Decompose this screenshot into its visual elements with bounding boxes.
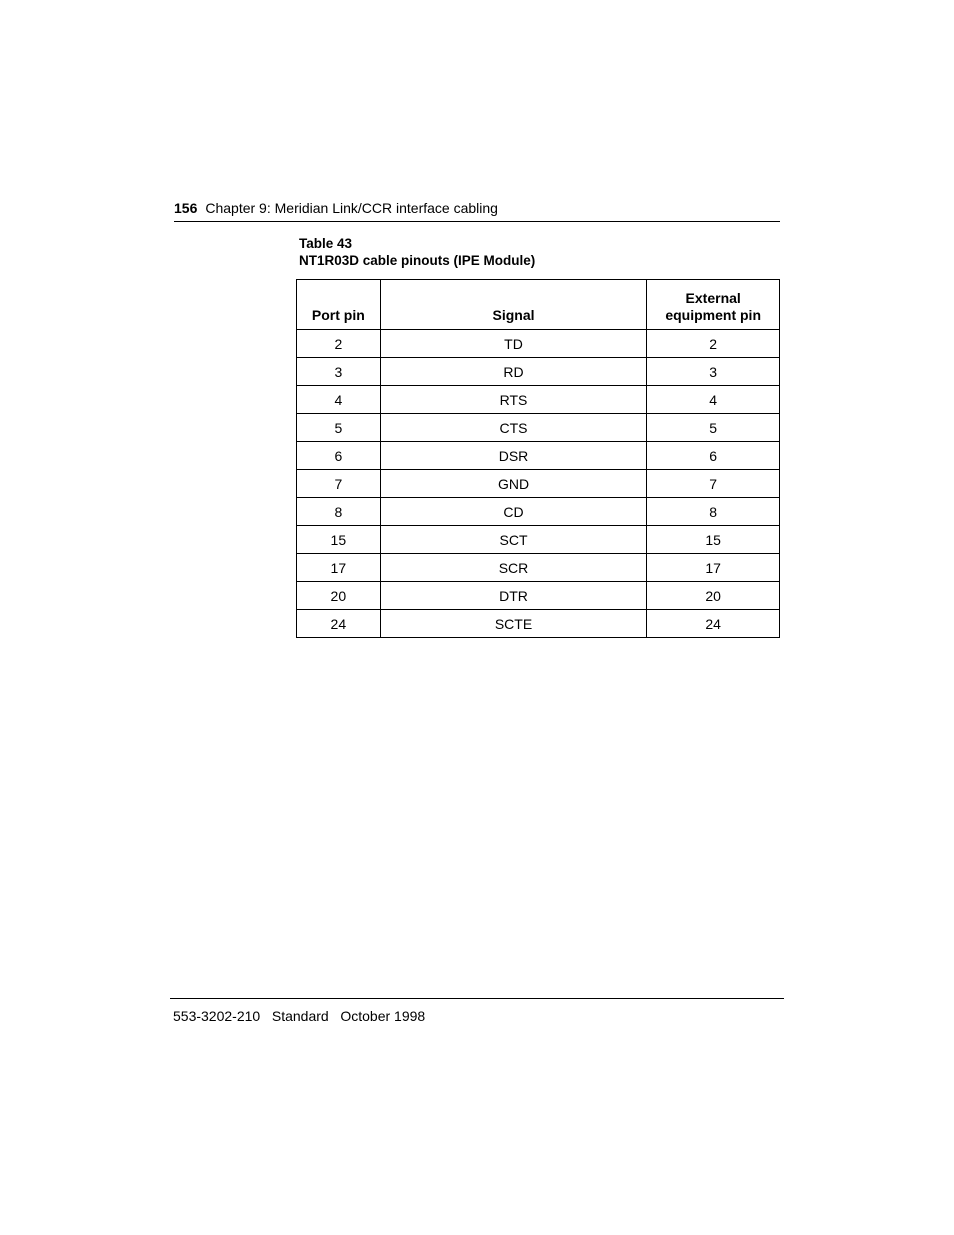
table-row [297,582,780,610]
chapter-title: Chapter 9: Meridian Link/CCR interface cabling [205,200,498,216]
page-header [174,199,498,217]
port-pin-cell: 7 [297,470,381,498]
signal-cell: DSR [380,442,647,470]
port-pin-cell: 3 [297,358,381,386]
external-pin-cell: 17 [647,554,780,582]
signal-cell: RTS [380,386,647,414]
external-pin-cell: 15 [647,526,780,554]
port-pin-cell: 15 [297,526,381,554]
signal-cell: CD [380,498,647,526]
external-pin-cell: 8 [647,498,780,526]
external-pin-cell: 4 [647,386,780,414]
port-pin-cell: 17 [297,554,381,582]
external-pin-cell: 24 [647,610,780,638]
table-row [297,358,780,386]
external-pin-cell: 3 [647,358,780,386]
page-footer [173,1007,425,1025]
port-pin-cell: 8 [297,498,381,526]
external-pin-cell: 6 [647,442,780,470]
table-row [297,470,780,498]
external-pin-cell: 5 [647,414,780,442]
signal-cell: RD [380,358,647,386]
column-header-external-line1: External [685,290,741,306]
signal-cell: DTR [380,582,647,610]
signal-cell: SCR [380,554,647,582]
table-row [297,330,780,358]
signal-cell: GND [380,470,647,498]
table-row [297,554,780,582]
table-row [297,498,780,526]
port-pin-cell: 24 [297,610,381,638]
table-row [297,442,780,470]
signal-cell: TD [380,330,647,358]
table-row [297,386,780,414]
table-row [297,414,780,442]
port-pin-cell: 20 [297,582,381,610]
page-number: 156 [174,200,198,216]
pinout-table [296,279,780,638]
signal-cell: SCTE [380,610,647,638]
external-pin-cell: 7 [647,470,780,498]
table-label: Table 43 [299,236,353,251]
signal-cell: SCT [380,526,647,554]
footer-divider [170,998,784,999]
publication-date: October 1998 [340,1008,426,1024]
table-header-row [297,280,780,330]
column-header-external-pin [647,280,780,330]
document-number: 553-3202-210 [173,1008,261,1024]
external-pin-cell: 2 [647,330,780,358]
table-caption [299,235,535,269]
port-pin-cell: 4 [297,386,381,414]
header-divider [174,221,780,222]
table-row [297,526,780,554]
table-title: NT1R03D cable pinouts (IPE Module) [299,253,536,268]
document-status: Standard [271,1008,329,1024]
column-header-port-pin: Port pin [297,280,381,330]
port-pin-cell: 5 [297,414,381,442]
port-pin-cell: 6 [297,442,381,470]
column-header-signal: Signal [380,280,647,330]
column-header-external-line2: equipment pin [665,307,761,323]
port-pin-cell: 2 [297,330,381,358]
table-row [297,610,780,638]
signal-cell: CTS [380,414,647,442]
external-pin-cell: 20 [647,582,780,610]
